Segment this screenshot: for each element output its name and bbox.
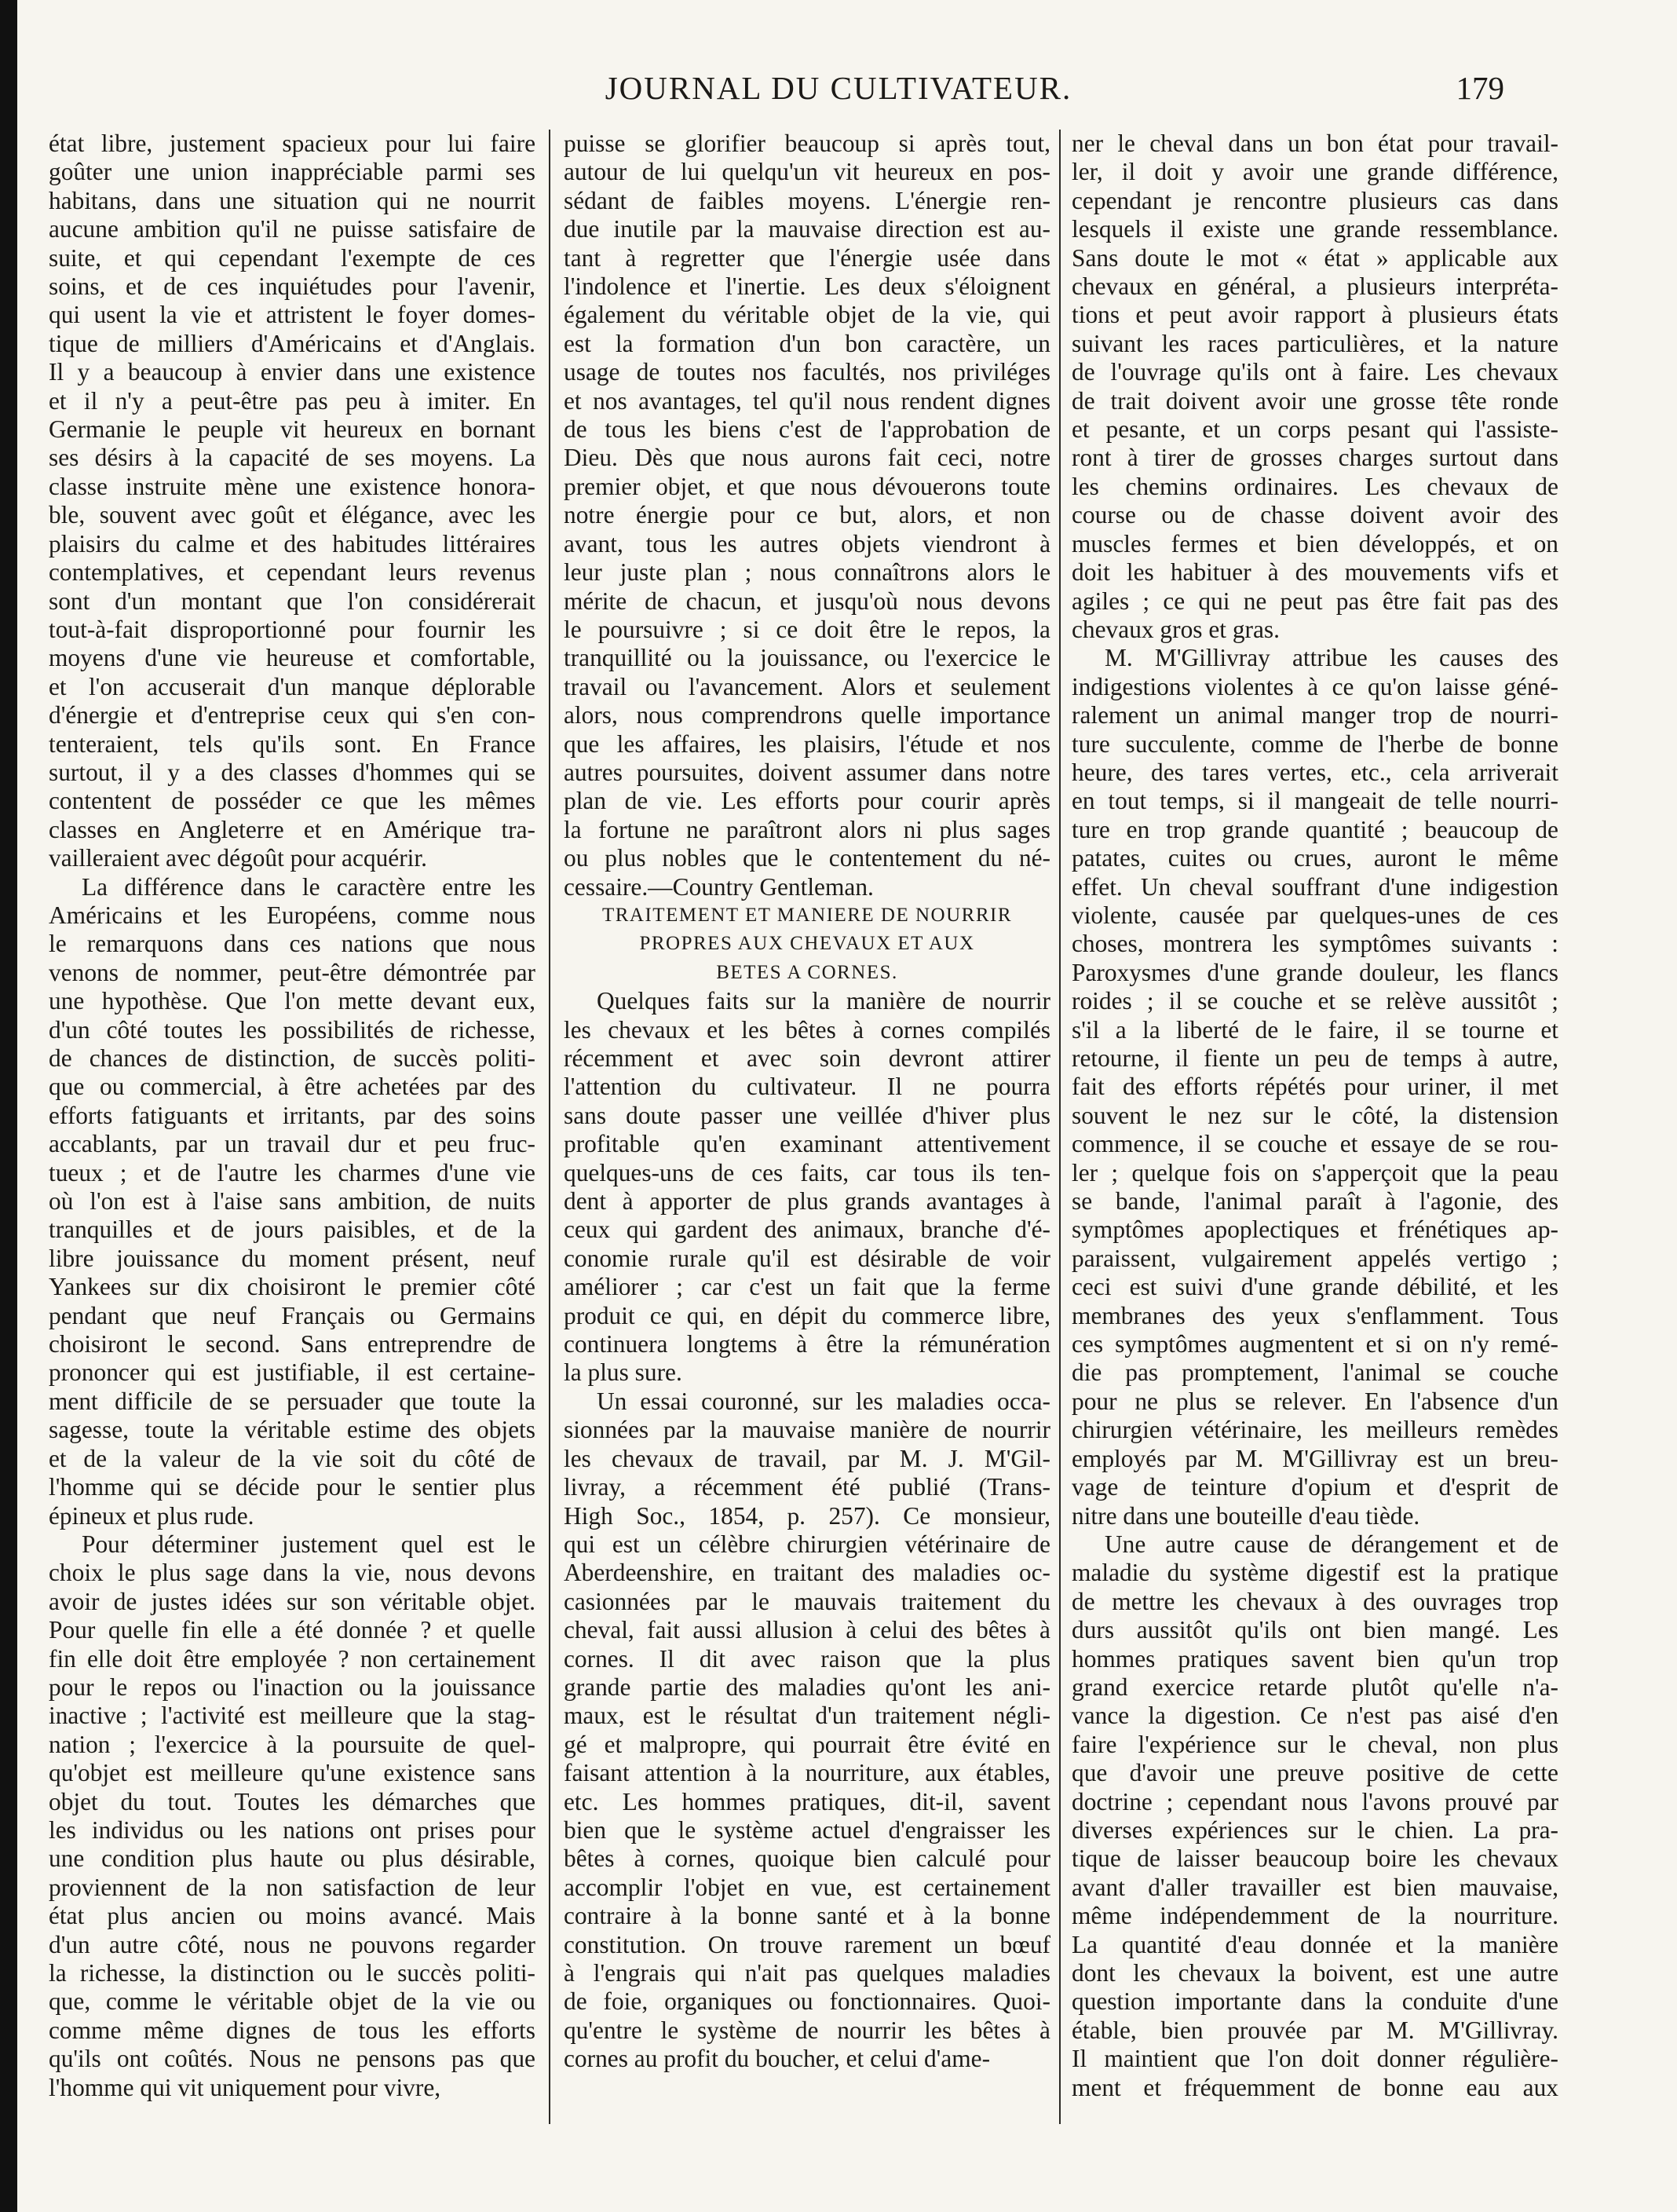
text-line: maladie du système digestif est la pratique bbox=[1072, 1559, 1558, 1587]
text-line: tique de laisser beaucoup boire les chevaux bbox=[1072, 1845, 1558, 1873]
text-line: faisant attention à la nourriture, aux étables, bbox=[564, 1759, 1050, 1787]
text-line: qui usent la vie et attristent le foyer domes- bbox=[49, 301, 535, 329]
text-line: Aberdeenshire, en traitant des maladies oc- bbox=[564, 1559, 1050, 1587]
text-line: due inutile par la mauvaise direction est au- bbox=[564, 215, 1050, 243]
text-line: avant d'aller travailler est bien mauvaise, bbox=[1072, 1873, 1558, 1901]
text-line: grande partie des maladies qu'ont les ani- bbox=[564, 1673, 1050, 1701]
text-line: que les affaires, les plaisirs, l'étude et nos bbox=[564, 729, 1050, 758]
text-line: tant à regretter que l'énergie usée dans bbox=[564, 243, 1050, 272]
text-line: gé et malpropre, qui pourrait être évité en bbox=[564, 1730, 1050, 1758]
text-line: casionnées par le mauvais traitement du bbox=[564, 1587, 1050, 1615]
text-line: également du véritable objet de la vie, qui bbox=[564, 301, 1050, 329]
text-line: l'homme qui se décide pour le sentier plus bbox=[49, 1473, 535, 1501]
text-line: épineux et plus rude. bbox=[49, 1501, 254, 1530]
text-line: heure, des tares vertes, etc., cela arriverait bbox=[1072, 758, 1558, 786]
text-line: conomie rurale qu'il est désirable de voir bbox=[564, 1244, 1050, 1272]
text-line: membranes des yeux s'enflamment. Tous bbox=[1072, 1301, 1558, 1329]
text-line: que d'avoir une preuve positive de cette bbox=[1072, 1759, 1558, 1787]
text-line: ou plus nobles que le contentement du né- bbox=[564, 844, 1050, 872]
text-line: effet. Un cheval souffrant d'une indigestion bbox=[1072, 872, 1558, 901]
text-line: aucune ambition qu'il ne puisse satisfaire de bbox=[49, 215, 535, 243]
text-line: maux, est le résultat d'un traitement négli- bbox=[564, 1702, 1050, 1730]
text-line: de chances de distinction, de succès politi- bbox=[49, 1044, 535, 1072]
text-line: ler ; quelque fois on s'apperçoit que la peau bbox=[1072, 1158, 1558, 1186]
text-line: que, comme le véritable objet de la vie ou bbox=[49, 1987, 535, 2016]
text-line: patates, cuites ou crues, auront le même bbox=[1072, 844, 1558, 872]
text-line: libre jouissance du moment présent, neuf bbox=[49, 1244, 535, 1272]
text-line: moyens d'une vie heureuse et comfortable, bbox=[49, 644, 535, 672]
text-line: High Soc., 1854, p. 257). Ce monsieur, bbox=[564, 1501, 1050, 1530]
text-line: avant, tous les autres objets viendront à bbox=[564, 529, 1050, 558]
text-line: dont les chevaux la boivent, est une autre bbox=[1072, 1959, 1558, 1987]
text-line: récemment et avec soin devront attirer bbox=[564, 1044, 1050, 1072]
text-line: proviennent de la non satisfaction de leur bbox=[49, 1873, 535, 1901]
text-line: usage de toutes nos facultés, nos priviléges bbox=[564, 358, 1050, 386]
text-line: améliorer ; car c'est un fait que la ferme bbox=[564, 1273, 1050, 1301]
text-line: dent à apporter de plus grands avantages à bbox=[564, 1187, 1050, 1216]
text-line: notre énergie pour ce but, alors, et non bbox=[564, 501, 1050, 529]
text-line: travail ou l'avancement. Alors et seulement bbox=[564, 672, 1050, 700]
text-line: se bande, l'animal paraît à l'agonie, des bbox=[1072, 1187, 1558, 1216]
text-line: ront à tirer de grosses charges surtout dans bbox=[1072, 444, 1558, 472]
text-line: et l'on accuserait d'un manque déplorable bbox=[49, 672, 535, 700]
text-line: qui est un célèbre chirurgien vétérinaire de bbox=[564, 1530, 1050, 1558]
text-line: durs aussitôt qu'ils ont bien mangé. Les bbox=[1072, 1616, 1558, 1644]
text-line: contemplatives, et cependant leurs revenus bbox=[49, 558, 535, 587]
text-line: autres poursuites, doivent assumer dans notre bbox=[564, 758, 1050, 786]
text-line: ceux qui gardent des animaux, branche d'é- bbox=[564, 1216, 1050, 1244]
text-line: Pour quelle fin elle a été donnée ? et quelle bbox=[49, 1616, 535, 1644]
text-line: autour de lui quelqu'un vit heureux en pos- bbox=[564, 158, 1050, 186]
text-line: venons de nommer, peut-être démontrée par bbox=[49, 958, 535, 986]
text-line: tout-à-fait disproportionné pour fournir les bbox=[49, 615, 535, 643]
text-line: les chevaux de travail, par M. J. M'Gil- bbox=[564, 1444, 1050, 1472]
text-line: Un essai couronné, sur les maladies occa- bbox=[597, 1387, 1050, 1415]
text-line: fin elle doit être employée ? non certainement bbox=[49, 1644, 535, 1673]
text-line: ment et fréquemment de bonne eau aux bbox=[1072, 2073, 1558, 2101]
text-line: Yankees sur dix choisiront le premier côté bbox=[49, 1273, 535, 1301]
column-rule bbox=[1059, 130, 1061, 2124]
text-line: l'attention du cultivateur. Il ne pourra bbox=[564, 1073, 1050, 1101]
text-line: La différence dans le caractère entre les bbox=[82, 872, 535, 901]
text-line: et pesante, et un corps pesant qui l'assiste- bbox=[1072, 415, 1558, 444]
running-title: JOURNAL DU CULTIVATEUR. bbox=[605, 70, 1072, 106]
text-line: les chemins ordinaires. Les chevaux de bbox=[1072, 472, 1558, 500]
text-line: de mettre les chevaux à des ouvrages trop bbox=[1072, 1587, 1558, 1615]
text-line: Quelques faits sur la manière de nourrir bbox=[597, 987, 1050, 1015]
text-line: faire l'expérience sur le cheval, non plus bbox=[1072, 1730, 1558, 1758]
text-line: accomplir l'objet en vue, est certainement bbox=[564, 1873, 1050, 1901]
text-line: sagesse, toute la véritable estime des objets bbox=[49, 1416, 535, 1444]
text-line: l'indolence et l'inertie. Les deux s'éloignent bbox=[564, 272, 1050, 301]
text-line: de trait doivent avoir une grosse tête ronde bbox=[1072, 386, 1558, 415]
text-line: nitre dans une bouteille d'eau tiède. bbox=[1072, 1501, 1420, 1530]
text-line: goûter une union inappréciable parmi ses bbox=[49, 158, 535, 186]
text-line: le remarquons dans ces nations que nous bbox=[49, 930, 535, 958]
text-line: produit ce qui, en dépit du commerce libre, bbox=[564, 1301, 1050, 1329]
text-line: ses désirs à la capacité de ses moyens. La bbox=[49, 444, 535, 472]
text-line: tueux ; et de l'autre les charmes d'une vie bbox=[49, 1158, 535, 1186]
text-line: objet du tout. Toutes les démarches que bbox=[49, 1787, 535, 1815]
text-line: agiles ; ce qui ne peut pas être fait pas des bbox=[1072, 587, 1558, 615]
text-line: une condition plus haute ou plus désirable, bbox=[49, 1845, 535, 1873]
text-line: étable, bien prouvée par M. M'Gillivray. bbox=[1072, 2016, 1558, 2044]
article-heading-line: PROPRES AUX CHEVAUX ET AUX bbox=[639, 933, 975, 955]
text-line: pendant que neuf Français ou Germains bbox=[49, 1301, 535, 1329]
text-line: efforts fatiguants et irritants, par des soins bbox=[49, 1101, 535, 1129]
text-line: Une autre cause de dérangement et de bbox=[1105, 1530, 1558, 1558]
text-line: et nos avantages, tel qu'il nous rendent dignes bbox=[564, 386, 1050, 415]
text-line: plaisirs du calme et des habitudes littéraires bbox=[49, 529, 535, 558]
text-line: ture succulente, comme de l'herbe de bonne bbox=[1072, 729, 1558, 758]
text-line: bêtes à cornes, quoique bien calculé pour bbox=[564, 1845, 1050, 1873]
text-column-middle bbox=[564, 130, 1050, 2074]
text-line: et il n'y a peut-être pas peu à imiter. En bbox=[49, 386, 535, 415]
text-line: livray, a récemment été publié (Trans- bbox=[564, 1473, 1050, 1501]
text-line: tenteraient, tels qu'ils sont. En France bbox=[49, 729, 535, 758]
text-line: mérite de chacun, et jusqu'où nous devons bbox=[564, 587, 1050, 615]
article-heading-line: BETES A CORNES. bbox=[716, 961, 898, 983]
text-line: puisse se glorifier beaucoup si après tout, bbox=[564, 130, 1050, 157]
text-line: bien que le système actuel d'engraisser les bbox=[564, 1815, 1050, 1844]
column-rule bbox=[549, 130, 550, 2124]
text-line: ner le cheval dans un bon état pour travail- bbox=[1072, 130, 1558, 157]
text-line: et de la valeur de la vie soit du côté de bbox=[49, 1444, 535, 1472]
text-line: chirurgien vétérinaire, les meilleurs remèdes bbox=[1072, 1416, 1558, 1444]
text-line: d'énergie et d'entreprise ceux qui s'en con- bbox=[49, 701, 535, 729]
text-line: est la formation d'un bon caractère, un bbox=[564, 329, 1050, 357]
text-line: cessaire.—Country Gentleman. bbox=[564, 872, 874, 901]
text-line: lesquels il existe une grande ressemblance. bbox=[1072, 215, 1558, 243]
text-line: la plus sure. bbox=[564, 1358, 682, 1387]
text-column-left bbox=[49, 130, 535, 2102]
text-line: constitution. On trouve rarement un bœuf bbox=[564, 1930, 1050, 1958]
text-line: ralement un animal manger trop de nourri- bbox=[1072, 701, 1558, 729]
text-line: d'un autre côté, nous ne pouvons regarder bbox=[49, 1930, 535, 1958]
text-line: alors, nous comprendrons quelle importance bbox=[564, 701, 1050, 729]
text-line: même indépendemment de la nourriture. bbox=[1072, 1902, 1558, 1930]
text-line: Paroxysmes d'une grande douleur, les flancs bbox=[1072, 958, 1558, 986]
text-line: Américains et les Européens, comme nous bbox=[49, 901, 535, 929]
text-line: cornes. Il dit avec raison que la plus bbox=[564, 1644, 1050, 1673]
text-line: les chevaux et les bêtes à cornes compilés bbox=[564, 1015, 1050, 1044]
text-line: choix le plus sage dans la vie, nous devons bbox=[49, 1559, 535, 1587]
text-line: de foie, organiques ou fonctionnaires. Quoi- bbox=[564, 1987, 1050, 2016]
text-line: Germanie le peuple vit heureux en bornant bbox=[49, 415, 535, 444]
text-line: ture en trop grande quantité ; beaucoup de bbox=[1072, 815, 1558, 843]
text-line: état plus ancien ou moins avancé. Mais bbox=[49, 1902, 535, 1930]
text-line: en tout temps, si il mangeait de telle nourri- bbox=[1072, 787, 1558, 815]
text-line: comme même dignes de tous les efforts bbox=[49, 2016, 535, 2044]
text-line: avoir de justes idées sur son véritable objet. bbox=[49, 1587, 535, 1615]
page-number: 179 bbox=[1456, 70, 1504, 106]
text-line: pour le repos ou l'inaction ou la jouissance bbox=[49, 1673, 535, 1701]
text-line: chevaux en général, a plusieurs interpréta- bbox=[1072, 272, 1558, 301]
text-line: fait des efforts répétés pour uriner, il met bbox=[1072, 1073, 1558, 1101]
text-line: employés par M. M'Gillivray est un breu- bbox=[1072, 1444, 1558, 1472]
text-column-right bbox=[1072, 130, 1558, 2102]
text-line: ler, il doit y avoir une grande différence, bbox=[1072, 158, 1558, 186]
binding-edge bbox=[0, 0, 17, 2212]
text-line: choisiront le second. Sans entreprendre de bbox=[49, 1330, 535, 1358]
text-line: qu'entre le système de nourrir les bêtes à bbox=[564, 2016, 1050, 2044]
text-line: indigestions violentes à ce qu'on laisse géné- bbox=[1072, 672, 1558, 700]
text-line: qu'ils ont coûtés. Nous ne pensons pas que bbox=[49, 2045, 535, 2073]
text-line: la fortune ne paraîtront alors ni plus sages bbox=[564, 815, 1050, 843]
text-line: continuera longtems à être la rémunération bbox=[564, 1330, 1050, 1358]
text-line: chevaux gros et gras. bbox=[1072, 615, 1280, 643]
text-line: commence, il se couche et essaye de se rou- bbox=[1072, 1130, 1558, 1158]
text-line: La quantité d'eau donnée et la manière bbox=[1072, 1930, 1558, 1958]
text-line: vance la digestion. Ce n'est pas aisé d'en bbox=[1072, 1702, 1558, 1730]
text-line: doit les habituer à des mouvements vifs et bbox=[1072, 558, 1558, 587]
text-line: Dieu. Dès que nous aurons fait ceci, notre bbox=[564, 444, 1050, 472]
text-line: ces symptômes augmentent et si on n'y remé- bbox=[1072, 1330, 1558, 1358]
text-line: contraire à la bonne santé et à la bonne bbox=[564, 1902, 1050, 1930]
text-line: à l'engrais qui n'ait pas quelques maladies bbox=[564, 1959, 1050, 1987]
text-line: diverses expériences sur le chien. La pra- bbox=[1072, 1815, 1558, 1844]
text-line: tions et peut avoir rapport à plusieurs états bbox=[1072, 301, 1558, 329]
text-line: suivant les races particulières, et la nature bbox=[1072, 329, 1558, 357]
text-line: question importante dans la conduite d'une bbox=[1072, 1987, 1558, 2016]
text-line: Il maintient que l'on doit donner régulière- bbox=[1072, 2045, 1558, 2073]
text-line: classe instruite mène une existence honora- bbox=[49, 472, 535, 500]
text-line: soins, et de ces inquiétudes pour l'avenir, bbox=[49, 272, 535, 301]
text-line: une hypothèse. Que l'on mette devant eux, bbox=[49, 987, 535, 1015]
text-line: Sans doute le mot « état » applicable aux bbox=[1072, 243, 1558, 272]
text-line: premier objet, et que nous dévouerons toute bbox=[564, 472, 1050, 500]
text-line: état libre, justement spacieux pour lui faire bbox=[49, 130, 535, 157]
text-line: course ou de chasse doivent avoir des bbox=[1072, 501, 1558, 529]
text-line: roides ; il se couche et se relève aussitôt ; bbox=[1072, 987, 1558, 1015]
text-line: l'homme qui vit uniquement pour vivre, bbox=[49, 2073, 441, 2101]
text-line: doctrine ; cependant nous l'avons prouvé par bbox=[1072, 1787, 1558, 1815]
text-line: hommes pratiques savent bien qu'un trop bbox=[1072, 1644, 1558, 1673]
text-line: classes en Angleterre et en Amérique tra- bbox=[49, 815, 535, 843]
text-line: le poursuivre ; si ce doit être le repos, la bbox=[564, 615, 1050, 643]
text-line: pour ne plus se relever. En l'absence d'un bbox=[1072, 1387, 1558, 1415]
page-header bbox=[0, 69, 1677, 116]
text-line: sionnées par la mauvaise manière de nourrir bbox=[564, 1416, 1050, 1444]
text-line: M. M'Gillivray attribue les causes des bbox=[1105, 644, 1558, 672]
text-line: tranquillité ou la jouissance, ou l'exercice le bbox=[564, 644, 1050, 672]
text-line: contentent de posséder ce que les mêmes bbox=[49, 787, 535, 815]
text-line: cependant je rencontre plusieurs cas dans bbox=[1072, 186, 1558, 214]
text-line: sont d'un montant que l'on considérerait bbox=[49, 587, 535, 615]
text-line: nation ; l'exercice à la poursuite de quel- bbox=[49, 1730, 535, 1758]
text-line: souvent le nez sur le côté, la distension bbox=[1072, 1101, 1558, 1129]
text-line: tique de milliers d'Américains et d'Anglais. bbox=[49, 329, 535, 357]
text-line: vailleraient avec dégoût pour acquérir. bbox=[49, 844, 427, 872]
text-line: violente, causée par quelques-unes de ces bbox=[1072, 901, 1558, 929]
text-line: plan de vie. Les efforts pour courir après bbox=[564, 787, 1050, 815]
text-line: les individus ou les nations ont prises pour bbox=[49, 1815, 535, 1844]
text-line: muscles fermes et bien développés, et on bbox=[1072, 529, 1558, 558]
text-line: choses, montrera les symptômes suivants : bbox=[1072, 930, 1558, 958]
text-line: de tous les biens c'est de l'approbation de bbox=[564, 415, 1050, 444]
text-line: paraissent, vulgairement appelés vertigo ; bbox=[1072, 1244, 1558, 1272]
text-line: qu'objet est meilleure qu'une existence sans bbox=[49, 1759, 535, 1787]
text-line: suite, et qui cependant l'exempte de ces bbox=[49, 243, 535, 272]
text-line: prononcer qui est justifiable, il est certaine- bbox=[49, 1358, 535, 1387]
text-line: grand exercice retarde plutôt qu'elle n'a- bbox=[1072, 1673, 1558, 1701]
text-line: surtout, il y a des classes d'hommes qui se bbox=[49, 758, 535, 786]
text-line: accablants, par un travail dur et peu fruc- bbox=[49, 1130, 535, 1158]
text-line: inactive ; l'activité est meilleure que la stag- bbox=[49, 1702, 535, 1730]
text-line: sédant de faibles moyens. L'énergie ren- bbox=[564, 186, 1050, 214]
text-line: habitans, dans une situation qui ne nourrit bbox=[49, 186, 535, 214]
text-line: sans doute passer une veillée d'hiver plus bbox=[564, 1101, 1050, 1129]
text-line: leur juste plan ; nous connaîtrons alors le bbox=[564, 558, 1050, 587]
text-line: la richesse, la distinction ou le succès politi- bbox=[49, 1959, 535, 1987]
text-line: de l'ouvrage qu'ils ont à faire. Les chevaux bbox=[1072, 358, 1558, 386]
text-line: vage de teinture d'opium et d'esprit de bbox=[1072, 1473, 1558, 1501]
text-line: où l'on est à l'aise sans ambition, de nuits bbox=[49, 1187, 535, 1216]
text-line: profitable qu'en examinant attentivement bbox=[564, 1130, 1050, 1158]
text-line: retourne, il fiente un peu de temps à autre, bbox=[1072, 1044, 1558, 1072]
text-line: ment difficile de se persuader que toute la bbox=[49, 1387, 535, 1415]
text-line: symptômes apoplectiques et frénétiques ap- bbox=[1072, 1216, 1558, 1244]
text-line: quelques-uns de ces faits, car tous ils ten- bbox=[564, 1158, 1050, 1186]
text-line: etc. Les hommes pratiques, dit-il, savent bbox=[564, 1787, 1050, 1815]
text-line: Il y a beaucoup à envier dans une existence bbox=[49, 358, 535, 386]
text-line: d'un côté toutes les possibilités de richesse, bbox=[49, 1015, 535, 1044]
text-line: cheval, fait aussi allusion à celui des bêtes à bbox=[564, 1616, 1050, 1644]
article-heading-line: TRAITEMENT ET MANIERE DE NOURRIR bbox=[601, 904, 1013, 926]
text-line: die pas promptement, l'animal se couche bbox=[1072, 1358, 1558, 1387]
text-line: ceci est suivi d'une grande débilité, et les bbox=[1072, 1273, 1558, 1301]
text-line: Pour déterminer justement quel est le bbox=[82, 1530, 535, 1558]
text-line: s'il a la liberté de le faire, il se tourne et bbox=[1072, 1015, 1558, 1044]
text-line: que ou commercial, à être achetées par des bbox=[49, 1073, 535, 1101]
text-line: ble, souvent avec goût et élégance, avec les bbox=[49, 501, 535, 529]
text-line: cornes au profit du boucher, et celui d'ame- bbox=[564, 2045, 991, 2073]
text-line: tranquilles et de jours paisibles, et de la bbox=[49, 1216, 535, 1244]
